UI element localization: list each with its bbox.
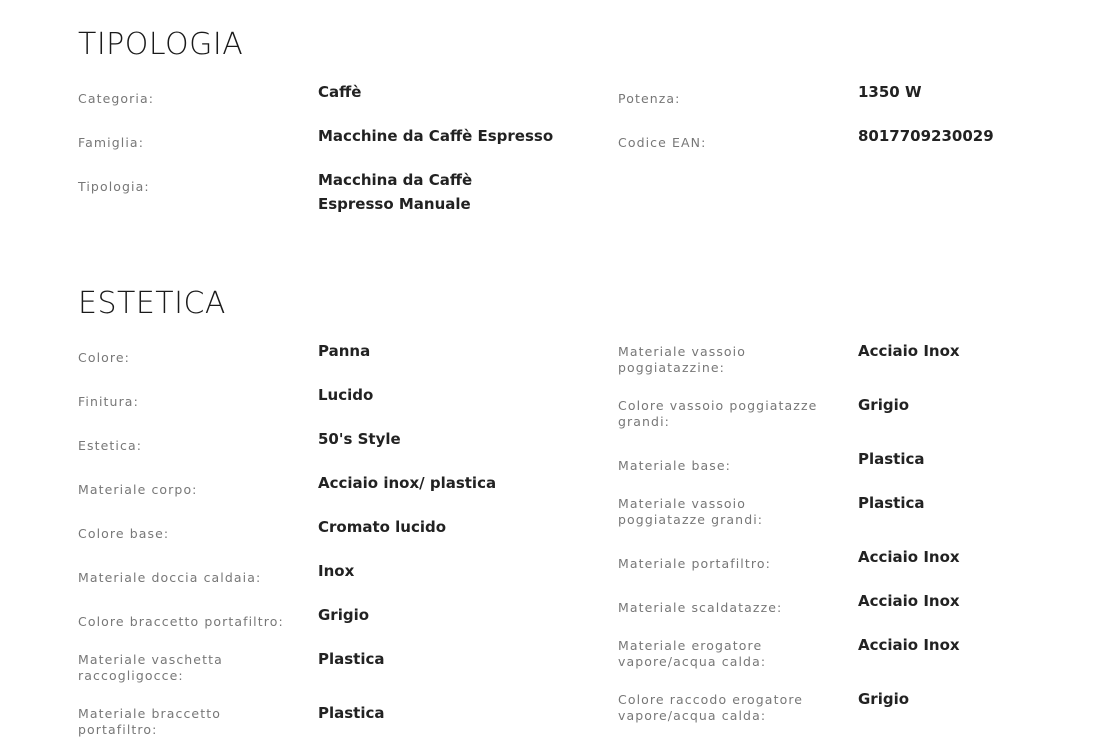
spec-label-materiale-base: Materiale base: [618,458,731,473]
spec-value-materiale-vaschetta: Plastica [318,650,385,668]
spec-value-colore-base: Cromato lucido [318,518,447,536]
spec-value-colore-braccetto-portafiltro: Grigio [318,606,370,624]
spec-value-materiale-braccetto-portafiltro: Plastica [318,704,385,722]
spec-label-materiale-corpo: Materiale corpo: [78,482,198,497]
spec-value-finitura: Lucido [318,386,374,404]
spec-value-materiale-erogatore: Acciaio Inox [858,636,960,654]
spec-value-tipologia: Macchina da Caffè Espresso Manuale [318,171,473,213]
spec-value-codice-ean: 8017709230029 [858,127,994,145]
spec-label-colore-vassoio-poggiatazze: Colore vassoio poggiatazze grandi: [618,398,818,429]
spec-label-materiale-vassoio-poggiatazze-grandi: Materiale vassoio poggiatazze grandi: [618,496,764,527]
spec-value-categoria: Caffè [318,83,362,101]
spec-label-materiale-braccetto-portafiltro: Materiale braccetto portafiltro: [78,706,221,737]
spec-label-potenza: Potenza: [618,91,681,106]
spec-label-colore: Colore: [78,350,130,365]
spec-value-materiale-base: Plastica [858,450,925,468]
spec-label-estetica: Estetica: [78,438,143,453]
spec-value-potenza: 1350 W [858,83,922,101]
spec-label-materiale-portafiltro: Materiale portafiltro: [618,556,771,571]
spec-value-estetica: 50's Style [318,430,401,448]
spec-label-materiale-erogatore: Materiale erogatore vapore/acqua calda: [618,638,767,669]
spec-label-tipologia: Tipologia: [78,179,150,194]
spec-value-materiale-vassoio-poggiatazzine: Acciaio Inox [858,342,960,360]
spec-label-colore-braccetto-portafiltro: Colore braccetto portafiltro: [78,614,284,629]
spec-value-famiglia: Macchine da Caffè Espresso [318,127,554,145]
spec-label-colore-base: Colore base: [78,526,170,541]
spec-label-materiale-scaldatazze: Materiale scaldatazze: [618,600,783,615]
spec-value-materiale-corpo: Acciaio inox/ plastica [318,474,497,492]
spec-value-materiale-portafiltro: Acciaio Inox [858,548,960,566]
spec-value-materiale-scaldatazze: Acciaio Inox [858,592,960,610]
spec-label-categoria: Categoria: [78,91,155,106]
spec-label-materiale-vaschetta: Materiale vaschetta raccogligocce: [78,652,223,683]
spec-label-codice-ean: Codice EAN: [618,135,707,150]
section-title-estetica: ESTETICA [78,286,226,321]
spec-value-colore-raccodo-erogatore: Grigio [858,690,910,708]
spec-value-materiale-vassoio-poggiatazze-grandi: Plastica [858,494,925,512]
spec-label-materiale-doccia-caldaia: Materiale doccia caldaia: [78,570,262,585]
spec-label-colore-raccodo-erogatore: Colore raccodo erogatore vapore/acqua calda: [618,692,804,723]
spec-value-materiale-doccia-caldaia: Inox [318,562,355,580]
spec-label-finitura: Finitura: [78,394,139,409]
spec-value-colore: Panna [318,342,371,360]
spec-value-colore-vassoio-poggiatazze: Grigio [858,396,910,414]
section-title-tipologia: TIPOLOGIA [78,27,244,62]
spec-label-famiglia: Famiglia: [78,135,145,150]
spec-label-materiale-vassoio-poggiatazzine: Materiale vassoio poggiatazzine: [618,344,746,375]
